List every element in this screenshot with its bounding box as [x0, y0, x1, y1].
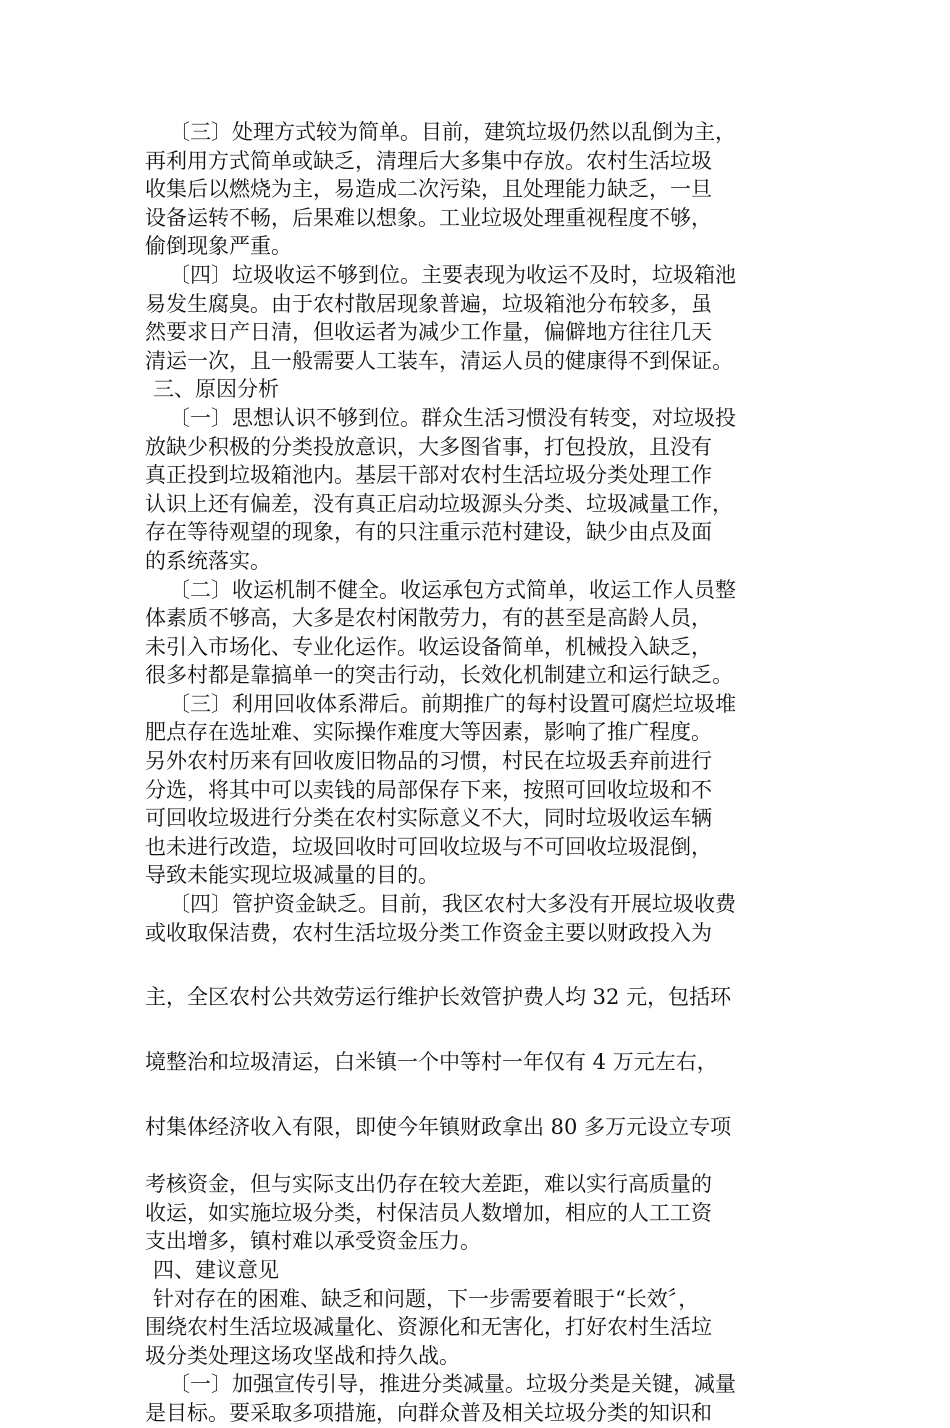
text-line: 收集后以燃烧为主，易造成二次污染，且处理能力缺乏，一旦	[145, 177, 712, 202]
text-line: 易发生腐臭。由于农村散居现象普遍，垃圾箱池分布较多，虽	[145, 291, 712, 316]
text-line: 〔二〕收运机制不健全。收运承包方式简单，收运工作人员整	[169, 577, 736, 602]
text-line: 可回收垃圾进行分类在农村实际意义不大，同时垃圾收运车辆	[145, 806, 712, 831]
text-line: 体素质不够高，大多是农村闲散劳力，有的甚至是高龄人员，	[145, 606, 712, 631]
text-line: 偷倒现象严重。	[145, 234, 292, 259]
text-line: 是目标。要采取多项措施，向群众普及相关垃圾分类的知识和	[145, 1400, 712, 1425]
section-heading: 三、原因分析	[153, 377, 279, 402]
text-line: 境整治和垃圾清运，白米镇一个中等村一年仅有 4 万元左右，	[145, 1050, 718, 1075]
text-line: 圾分类处理这场攻坚战和持久战。	[145, 1343, 460, 1368]
document-body	[145, 118, 815, 1428]
text-line: 另外农村历来有回收废旧物品的习惯，村民在垃圾丢弃前进行	[145, 749, 712, 774]
text-line: 导致未能实现垃圾减量的目的。	[145, 863, 439, 888]
text-line: 再利用方式简单或缺乏，清理后大多集中存放。农村生活垃圾	[145, 148, 712, 173]
text-line: 〔四〕垃圾收运不够到位。主要表现为收运不及时，垃圾箱池	[169, 262, 736, 287]
text-line: 未引入市场化、专业化运作。收运设备简单，机械投入缺乏，	[145, 634, 712, 659]
text-line: 〔三〕处理方式较为简单。目前，建筑垃圾仍然以乱倒为主，	[169, 120, 736, 144]
text-line: 村集体经济收入有限，即使今年镇财政拿出 80 多万元设立专项	[145, 1115, 732, 1140]
text-line: 设备运转不畅，后果难以想象。工业垃圾处理重视程度不够，	[145, 205, 712, 230]
text-line: 针对存在的困难、缺乏和问题，下一步需要着眼于“长效〞，	[153, 1286, 700, 1311]
text-line: 〔三〕利用回收体系滞后。前期推广的每村设置可腐烂垃圾堆	[169, 691, 736, 716]
text-line: 认识上还有偏差，没有真正启动垃圾源头分类、垃圾减量工作，	[145, 491, 733, 516]
text-line: 收运，如实施垃圾分类，村保洁员人数增加，相应的人工工资	[145, 1200, 712, 1225]
text-line: 主，全区农村公共效劳运行维护长效管护费人均 32 元，包括环	[145, 985, 732, 1010]
text-line: 围绕农村生活垃圾减量化、资源化和无害化，打好农村生活垃	[145, 1315, 712, 1340]
text-line: 考核资金，但与实际支出仍存在较大差距，难以实行高质量的	[145, 1172, 712, 1197]
text-line: 很多村都是靠搞单一的突击行动，长效化机制建立和运行缺乏。	[145, 663, 733, 688]
text-line: 放缺少积极的分类投放意识，大多图省事，打包投放，且没有	[145, 434, 712, 459]
text-line: 〔一〕思想认识不够到位。群众生活习惯没有转变，对垃圾投	[169, 405, 736, 430]
text-line: 也未进行改造，垃圾回收时可回收垃圾与不可回收垃圾混倒，	[145, 834, 712, 859]
text-line: 分选，将其中可以卖钱的局部保存下来，按照可回收垃圾和不	[145, 777, 712, 802]
text-line: 然要求日产日清，但收运者为减少工作量，偏僻地方往往几天	[145, 320, 712, 345]
text-line: 真正投到垃圾箱池内。基层干部对农村生活垃圾分类处理工作	[145, 463, 712, 488]
section-heading: 四、建议意见	[153, 1258, 279, 1282]
text-line: 清运一次，且一般需要人工装车，清运人员的健康得不到保证。	[145, 348, 733, 373]
text-line: 支出增多，镇村难以承受资金压力。	[145, 1229, 481, 1254]
text-line: 〔一〕加强宣传引导，推进分类减量。垃圾分类是关键，减量	[169, 1372, 736, 1397]
text-line: 存在等待观望的现象，有的只注重示范村建设，缺少由点及面	[145, 520, 712, 545]
text-line: 的系统落实。	[145, 548, 271, 573]
text-line: 肥点存在选址难、实际操作难度大等因素，影响了推广程度。	[145, 720, 712, 745]
text-line: 〔四〕管护资金缺乏。目前，我区农村大多没有开展垃圾收费	[169, 892, 736, 917]
text-line: 或收取保洁费，农村生活垃圾分类工作资金主要以财政投入为	[145, 920, 712, 945]
